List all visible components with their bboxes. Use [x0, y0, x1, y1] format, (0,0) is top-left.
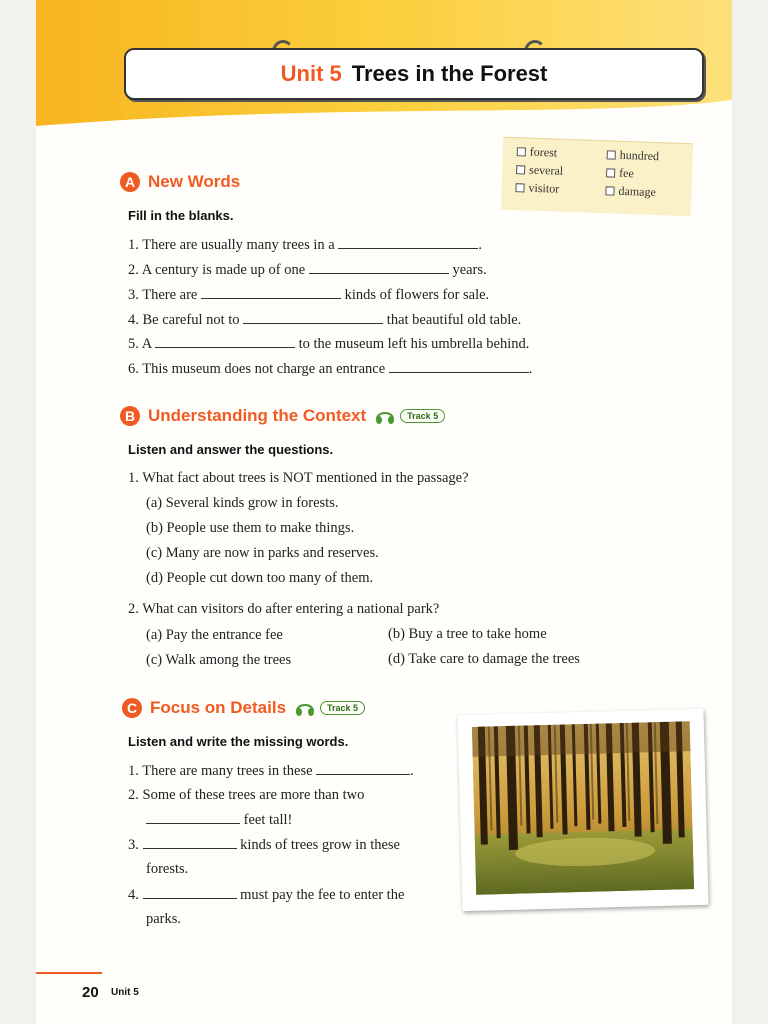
option-b2-c[interactable]: (c) Walk among the trees — [146, 652, 292, 668]
option-b2-b[interactable]: (b) Buy a tree to take home — [388, 626, 547, 642]
answer-blank[interactable] — [243, 311, 383, 324]
word-box-item: visitor — [515, 180, 559, 197]
exercise-c-1: 1. There are many trees in these . — [128, 763, 414, 779]
unit-number: Unit 5 — [280, 61, 342, 86]
section-letter-b: B — [120, 406, 140, 426]
answer-blank[interactable] — [155, 335, 295, 348]
exercise-c-4-cont: parks. — [146, 911, 182, 927]
section-c-instruction: Listen and write the missing words. — [128, 734, 349, 749]
answer-blank[interactable] — [316, 762, 410, 775]
section-a-heading — [120, 172, 240, 192]
section-c-title: Focus on Details — [150, 698, 287, 717]
word-box — [501, 137, 693, 217]
exercise-c-3-cont: forests. — [146, 861, 189, 877]
question-b-2: 2. What can visitors do after entering a national park? — [128, 601, 440, 617]
word-box-item: forest — [517, 144, 558, 160]
option-b1-c[interactable]: (c) Many are now in parks and reserves. — [146, 545, 379, 561]
audio-track-b[interactable] — [374, 408, 445, 424]
worksheet-page — [36, 0, 732, 1024]
answer-blank[interactable] — [389, 360, 529, 373]
exercise-c-3: 3. kinds of trees grow in these — [128, 837, 400, 853]
exercise-c-4: 4. must pay the fee to enter the — [128, 887, 405, 903]
section-a-instruction: Fill in the blanks. — [128, 208, 234, 223]
section-b-heading — [120, 406, 445, 426]
checkbox-icon — [605, 186, 614, 195]
exercise-c-2: 2. Some of these trees are more than two — [128, 787, 365, 803]
exercise-a-1: 1. There are usually many trees in a . — [128, 237, 482, 253]
unit-title — [124, 48, 704, 100]
option-b1-d[interactable]: (d) People cut down too many of them. — [146, 570, 374, 586]
exercise-a-6: 6. This museum does not charge an entrance . — [128, 361, 533, 377]
option-b2-d[interactable]: (d) Take care to damage the trees — [388, 651, 580, 667]
audio-track-c[interactable] — [294, 700, 365, 716]
section-a-title: New Words — [148, 172, 241, 191]
section-letter-a: A — [120, 172, 140, 192]
word-box-item: several — [516, 162, 563, 179]
section-c-heading — [122, 698, 365, 718]
answer-blank[interactable] — [338, 236, 478, 249]
answer-blank[interactable] — [143, 886, 237, 899]
exercise-a-3: 3. There are kinds of flowers for sale. — [128, 287, 490, 303]
word-box-item: damage — [605, 183, 656, 200]
headphones-icon — [294, 700, 316, 716]
checkbox-icon — [606, 168, 615, 177]
exercise-a-2: 2. A century is made up of one years. — [128, 262, 487, 278]
exercise-a-5: 5. A to the museum left his umbrella behind. — [128, 336, 530, 352]
section-letter-c: C — [122, 698, 142, 718]
section-b-instruction: Listen and answer the questions. — [128, 442, 334, 457]
track-label: Track 5 — [400, 409, 445, 423]
option-b1-b[interactable]: (b) People use them to make things. — [146, 520, 355, 536]
checkbox-icon — [607, 150, 616, 159]
checkbox-icon — [515, 183, 524, 192]
section-b-title: Understanding the Context — [148, 406, 367, 425]
option-b2-a[interactable]: (a) Pay the entrance fee — [146, 627, 283, 643]
word-box-item: hundred — [607, 147, 660, 164]
footer-unit-label: Unit 5 — [111, 987, 139, 998]
word-box-item: fee — [606, 165, 634, 181]
forest-photo — [457, 709, 708, 911]
exercise-a-4: 4. Be careful not to that beautiful old table. — [128, 312, 522, 328]
answer-blank[interactable] — [201, 286, 341, 299]
unit-title-text: Trees in the Forest — [351, 61, 548, 86]
answer-blank[interactable] — [309, 261, 449, 274]
checkbox-icon — [517, 147, 526, 156]
exercise-c-2-cont: feet tall! — [146, 811, 292, 829]
track-label: Track 5 — [320, 701, 365, 715]
answer-blank[interactable] — [143, 836, 237, 849]
footer-rule — [36, 972, 102, 974]
answer-blank[interactable] — [146, 811, 240, 824]
checkbox-icon — [516, 165, 525, 174]
forest-image — [472, 721, 694, 895]
page-number: 20 — [82, 984, 99, 1001]
option-b1-a[interactable]: (a) Several kinds grow in forests. — [146, 495, 339, 511]
headphones-icon — [374, 408, 396, 424]
question-b-1: 1. What fact about trees is NOT mentioned in the passage? — [128, 470, 469, 486]
